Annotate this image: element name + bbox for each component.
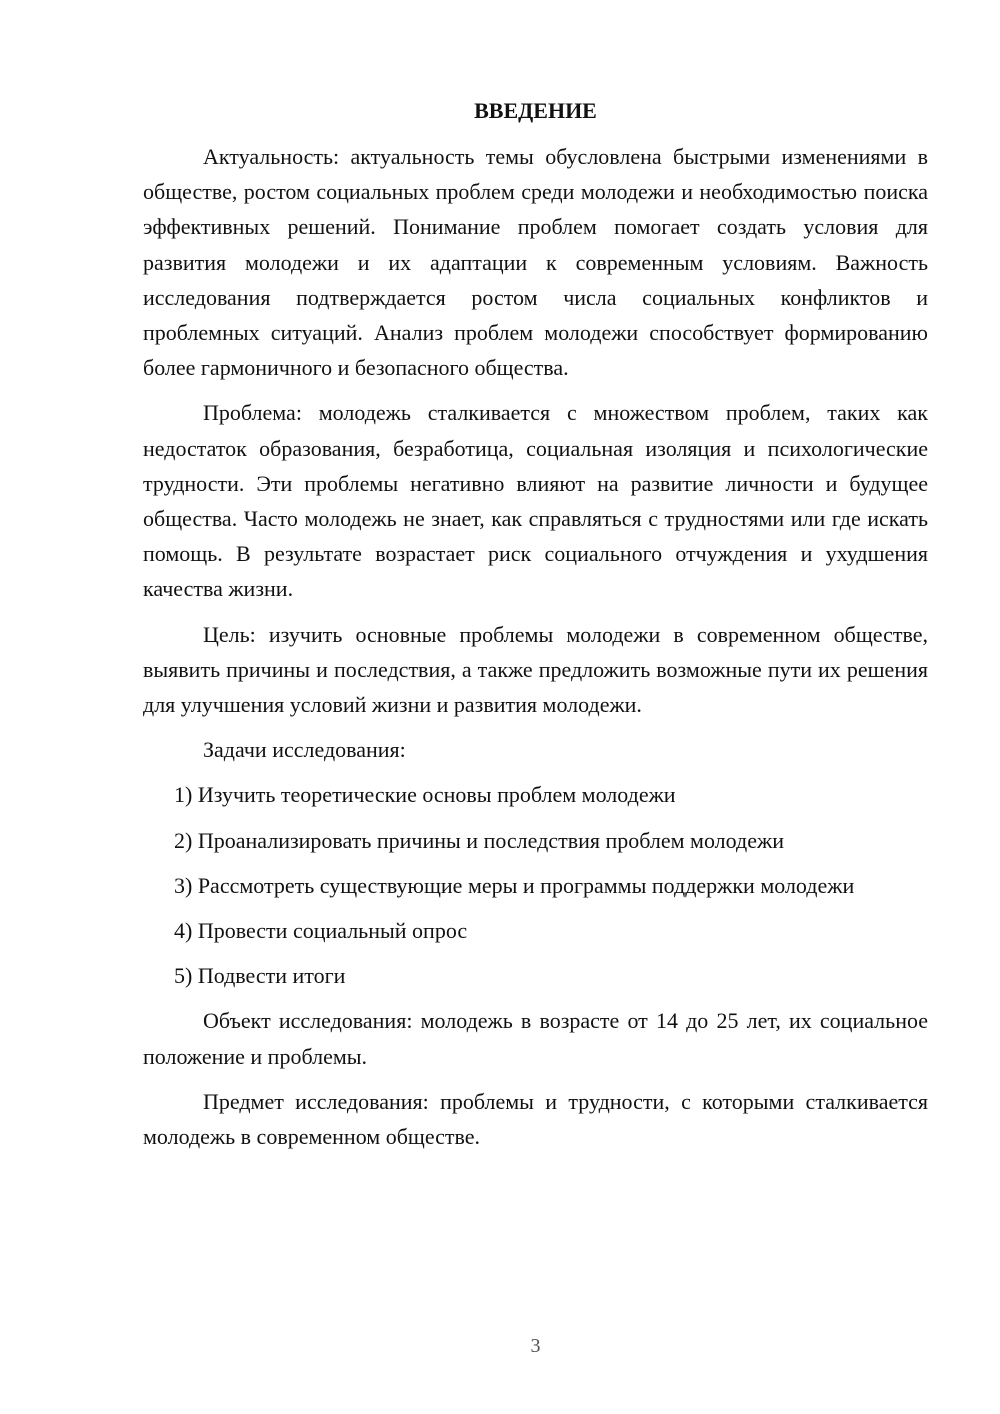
relevance-paragraph: Актуальность: актуальность темы обусловлена быстрыми изменениями в обществе, ростом социальных проблем среди молодежи и необходимостью поиска эффективных решений. Понимание проблем помогает создать условия для развития молодежи и их адаптации к современным условиям. Важность исследования подтверждается ростом числа социальных конфликтов и проблемных ситуаций. Анализ проблем молодежи способствует формированию более гармоничного и безопасного общества. xyxy=(143,144,928,381)
task-item: 3) Рассмотреть существующие меры и программы поддержки молодежи xyxy=(174,872,855,898)
task-item: 4) Провести социальный опрос xyxy=(174,918,468,944)
tasks-title: Задачи исследования: xyxy=(203,737,406,763)
subject-paragraph: Предмет исследования: проблемы и трудности, с которыми сталкивается молодежь в современном обществе. xyxy=(143,1088,928,1150)
document-page xyxy=(143,96,928,1164)
task-item: 5) Подвести итоги xyxy=(174,963,346,989)
task-item: 1) Изучить теоретические основы проблем молодежи xyxy=(174,782,676,808)
section-heading: ВВЕДЕНИЕ xyxy=(474,98,597,123)
object-paragraph: Объект исследования: молодежь в возрасте от 14 до 25 лет, их социальное положение и проблемы. xyxy=(143,1008,928,1069)
page-number: 3 xyxy=(530,1335,541,1357)
goal-paragraph: Цель: изучить основные проблемы молодежи в современном обществе, выявить причины и последствия, а также предложить возможные пути их решения для улучшения условий жизни и развития молодежи. xyxy=(143,621,928,718)
task-item: 2) Проанализировать причины и последствия проблем молодежи xyxy=(174,827,784,853)
problem-paragraph: Проблема: молодежь сталкивается с множеством проблем, таких как недостаток образования, безработица, социальная изоляция и психологические трудности. Эти проблемы негативно влияют на развитие личности и будущее общества. Часто молодежь не знает, как справляться с трудностями или где искать помощь. В результате возрастает риск социального отчуждения и ухудшения качества жизни. xyxy=(143,400,928,602)
